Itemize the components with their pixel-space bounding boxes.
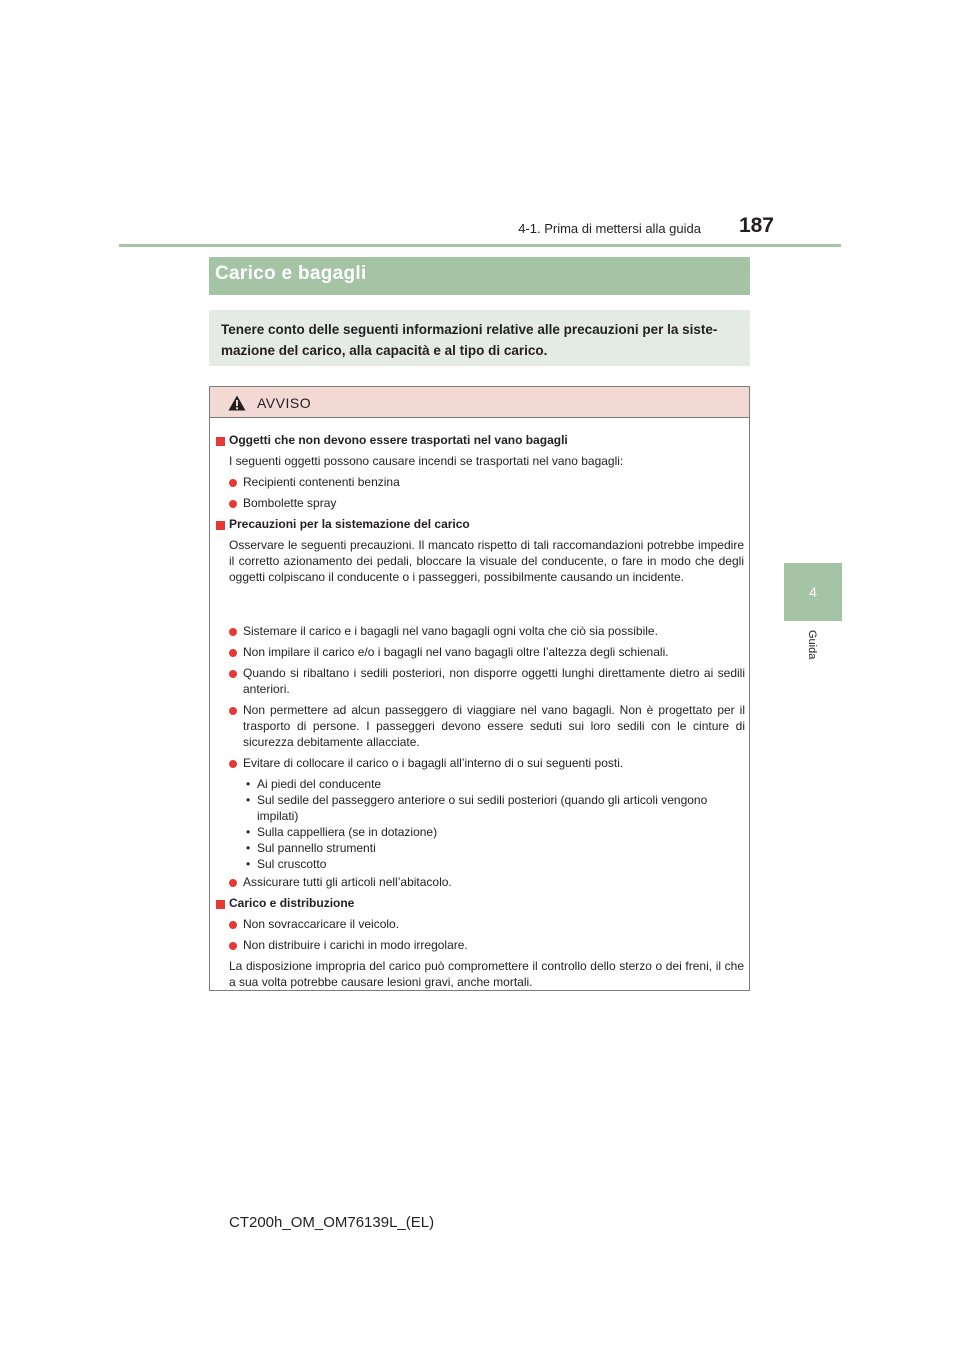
square-bullet-icon (216, 900, 225, 909)
section-heading: Oggetti che non devono essere trasportati nel vano bagagli (229, 433, 568, 447)
sub-list-item: Sul cruscotto (257, 857, 327, 871)
page-number: 187 (738, 214, 774, 237)
warning-box (209, 386, 750, 991)
chapter-heading: 4-1. Prima di mettersi alla guida (518, 221, 701, 236)
sub-bullet-marker: • (246, 857, 251, 871)
document-code: CT200h_OM_OM76139L_(EL) (229, 1214, 435, 1231)
round-bullet-icon (229, 628, 237, 636)
round-bullet-icon (229, 760, 237, 768)
section-title-bar (209, 257, 750, 295)
list-item: Evitare di collocare il carico o i bagagli all’interno di o sui seguenti posti. (243, 756, 624, 770)
sub-bullet-marker: • (246, 793, 251, 807)
square-bullet-icon (216, 437, 225, 446)
sub-bullet-marker: • (246, 825, 251, 839)
round-bullet-icon (229, 921, 237, 929)
list-item: Assicurare tutti gli articoli nell’abitacolo. (243, 875, 452, 889)
intro-box (209, 310, 750, 366)
list-item: Bombolette spray (243, 496, 337, 510)
warning-header (210, 387, 749, 418)
list-item: Non distribuire i carichi in modo irregolare. (243, 938, 468, 952)
chapter-tab-label: Guida (806, 630, 818, 660)
section-heading: Carico e distribuzione (229, 896, 355, 910)
round-bullet-icon (229, 500, 237, 508)
list-item: Sistemare il carico e i bagagli nel vano bagagli ogni volta che ciò sia possibile. (243, 624, 658, 638)
round-bullet-icon (229, 649, 237, 657)
sub-bullet-marker: • (246, 777, 251, 791)
round-bullet-icon (229, 479, 237, 487)
header-divider (119, 244, 841, 247)
list-item: Recipienti contenenti benzina (243, 475, 400, 489)
sub-list-item: Ai piedi del conducente (257, 777, 382, 791)
sub-list-item: Sul pannello strumenti (257, 841, 376, 855)
round-bullet-icon (229, 670, 237, 678)
round-bullet-icon (229, 942, 237, 950)
sub-bullet-marker: • (246, 841, 251, 855)
warning-triangle-icon (228, 395, 246, 411)
paragraph: La disposizione impropria del carico può compromettere il controllo dello sterzo o dei freni, il che a sua volta potrebbe causare lesioni gravi, anche mortali. (229, 959, 744, 989)
warning-title: AVVISO (257, 395, 312, 411)
square-bullet-icon (216, 521, 225, 530)
sub-list-item: Sul sedile del passeggero anteriore o sui sedili posteriori (quando gli articoli vengono impilati) (257, 793, 708, 823)
list-item: Non permettere ad alcun passeggero di viaggiare nel vano bagagli. Non è progettato per il trasporto di persone. I passeggeri devono essere seduti sui loro sedili con le cinture di sicurezza debitamente allacciate. (243, 703, 745, 749)
paragraph: I seguenti oggetti possono causare incendi se trasportati nel vano bagagli: (229, 454, 624, 468)
paragraph: Osservare le seguenti precauzioni. Il mancato rispetto di tali raccomandazioni potrebbe impedire il corretto azionamento dei pedali, bloccare la visuale del conducente, o fare in modo che degli oggetti colpiscano il conducente o i passeggeri, possibilmente causando un incidente. (229, 538, 744, 584)
sub-list-item: Sulla cappelliera (se in dotazione) (257, 825, 438, 839)
chapter-tab: 4 (784, 563, 842, 621)
intro-text: Tenere conto delle seguenti informazioni relative alle precauzioni per la siste-mazione del carico, alla capacità e al tipo di carico. (221, 322, 718, 358)
round-bullet-icon (229, 707, 237, 715)
section-title: Carico e bagagli (215, 263, 367, 284)
list-item: Non impilare il carico e/o i bagagli nel vano bagagli oltre l’altezza degli schienali. (243, 645, 669, 659)
round-bullet-icon (229, 879, 237, 887)
list-item: Quando si ribaltano i sedili posteriori, non disporre oggetti lunghi direttamente dietro ai sedili anteriori. (243, 666, 745, 696)
list-item: Non sovraccaricare il veicolo. (243, 917, 400, 931)
section-heading: Precauzioni per la sistemazione del carico (229, 517, 470, 531)
